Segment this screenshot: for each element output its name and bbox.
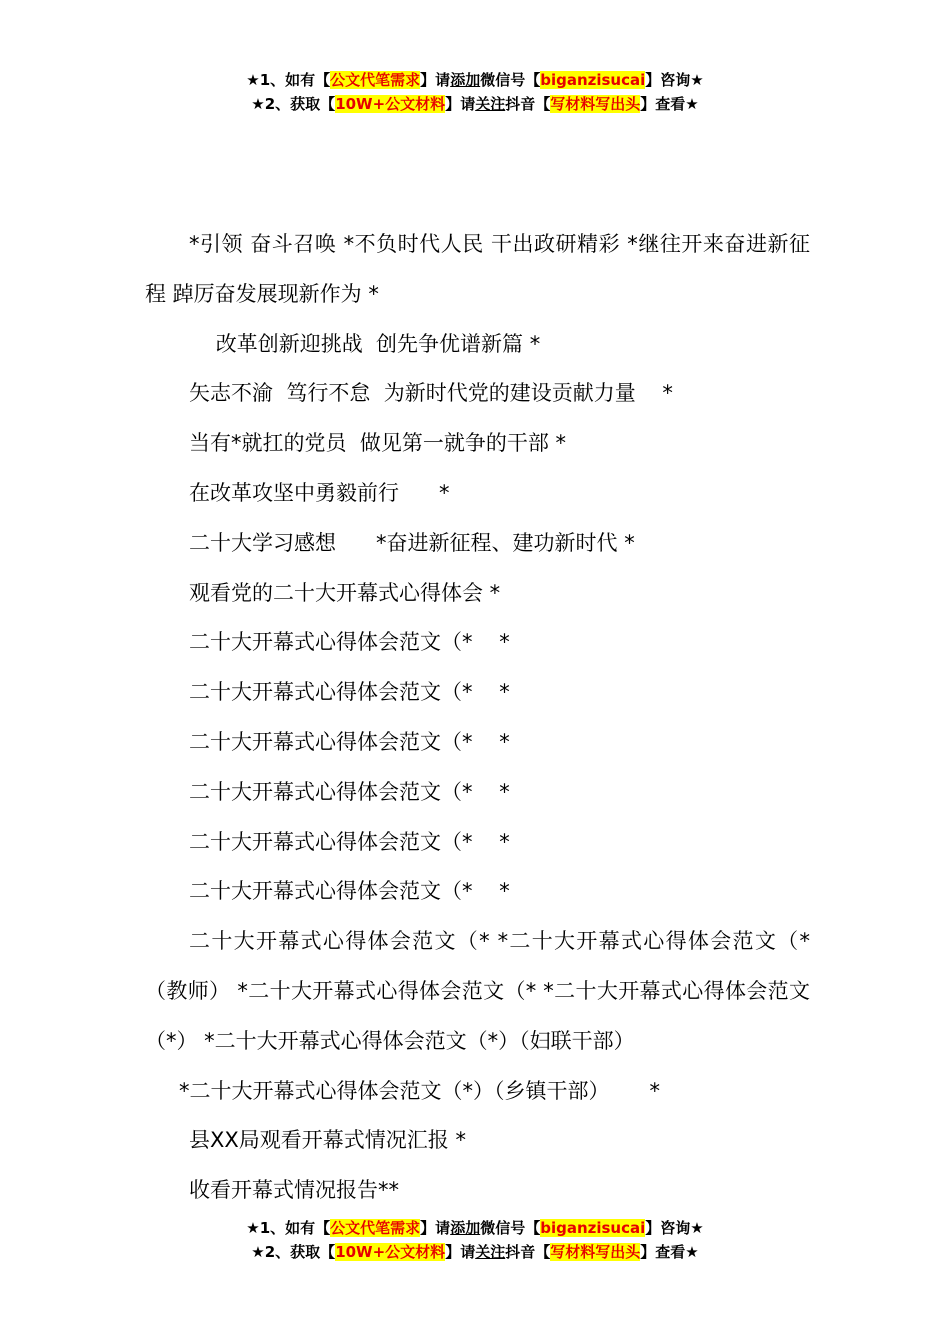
banner-underline: 添加: [450, 1219, 481, 1237]
banner-text: 抖音【: [505, 95, 551, 113]
banner-text: 】咨询★: [645, 71, 704, 89]
banner-text: 】请: [420, 1219, 451, 1237]
document-body: [145, 220, 810, 1216]
body-line: 二十大开幕式心得体会范文（* *: [189, 779, 510, 804]
body-line: 二十大开幕式心得体会范文（* *: [189, 680, 510, 705]
footer-banner: [0, 1216, 950, 1264]
banner-underline: 关注: [475, 95, 506, 113]
banner-text: 微信号【: [480, 71, 541, 89]
banner-text: ★2、获取【: [251, 95, 336, 113]
banner-text: 】请: [445, 1243, 476, 1261]
banner-highlight: 10W+公文材料: [335, 95, 446, 113]
douyin-id-highlight: 写材料写出头: [550, 95, 641, 113]
banner-line-1: [0, 68, 950, 92]
banner-highlight: 公文代笔需求: [330, 71, 421, 89]
wechat-id-highlight: biganzisucai: [540, 1219, 646, 1237]
body-line: 县XX局观看开幕式情况汇报 *: [189, 1128, 466, 1153]
banner-text: 】请: [420, 71, 451, 89]
body-line: 二十大开幕式心得体会范文（* *: [189, 879, 510, 904]
banner-text: ★1、如有【: [246, 1219, 331, 1237]
douyin-id-highlight: 写材料写出头: [550, 1243, 641, 1261]
body-line: 矢志不渝 笃行不怠 为新时代党的建设贡献力量 *: [189, 381, 673, 406]
body-line: 二十大开幕式心得体会范文（* *: [189, 729, 510, 754]
body-line: 收看开幕式情况报告**: [189, 1178, 399, 1203]
body-line: *二十大开幕式心得体会范文（*）（乡镇干部） *: [179, 1078, 661, 1103]
banner-line-2: [0, 1240, 950, 1264]
banner-text: 】查看★: [640, 95, 699, 113]
body-line: 在改革攻坚中勇毅前行 *: [189, 480, 450, 505]
body-line: 观看党的二十大开幕式心得体会 *: [189, 580, 501, 605]
banner-text: ★1、如有【: [246, 71, 331, 89]
banner-underline: 添加: [450, 71, 481, 89]
body-line: 改革创新迎挑战 创先争优谱新篇 *: [189, 331, 541, 356]
banner-highlight: 公文代笔需求: [330, 1219, 421, 1237]
banner-text: 】咨询★: [645, 1219, 704, 1237]
wechat-id-highlight: biganzisucai: [540, 71, 646, 89]
banner-text: ★2、获取【: [251, 1243, 336, 1261]
body-line: 二十大开幕式心得体会范文（* *二十大开幕式心得体会范文（*（教师） *二十大开幕式心得体会范文（* *二十大开幕式心得体会范文（*） *二十大开幕式心得体会范文（*）（妇联干部）: [145, 929, 810, 1053]
banner-underline: 关注: [475, 1243, 506, 1261]
body-line: *引领 奋斗召唤 *不负时代人民 干出政研精彩 *继往开来奋进新征程 踔厉奋发展现新作为 *: [145, 232, 810, 306]
banner-line-1: [0, 1216, 950, 1240]
banner-line-2: [0, 92, 950, 116]
banner-text: 】请: [445, 95, 476, 113]
banner-text: 】查看★: [640, 1243, 699, 1261]
body-line: 二十大学习感想 *奋进新征程、建功新时代 *: [189, 530, 635, 555]
banner-text: 抖音【: [505, 1243, 551, 1261]
header-banner: [0, 68, 950, 116]
body-line: 当有*就扛的党员 做见第一就争的干部 *: [189, 431, 567, 456]
body-line: 二十大开幕式心得体会范文（* *: [189, 630, 510, 655]
banner-text: 微信号【: [480, 1219, 541, 1237]
body-line: 二十大开幕式心得体会范文（* *: [189, 829, 510, 854]
banner-highlight: 10W+公文材料: [335, 1243, 446, 1261]
